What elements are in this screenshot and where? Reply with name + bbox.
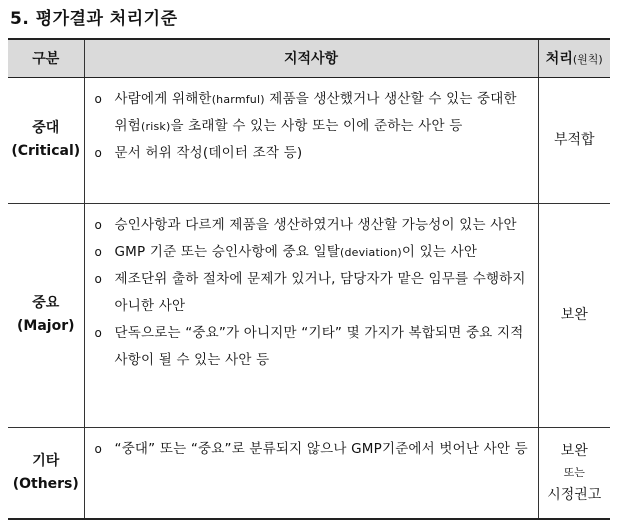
evaluation-criteria-table [8, 38, 610, 520]
findings-cell [84, 427, 538, 519]
header-action-main: 처리 [545, 51, 573, 68]
table-row-critical [8, 77, 610, 203]
finding-item [93, 320, 532, 374]
finding-text: 제품을 생산했거나 생산할 수 있는 중대한 위험 [114, 90, 517, 134]
finding-item [93, 212, 532, 239]
action-text: 시정권고 [547, 486, 602, 503]
finding-item [93, 140, 532, 167]
finding-item [93, 86, 532, 140]
finding-text: 을 초래할 수 있는 사항 또는 이에 준하는 사안 등 [170, 117, 463, 134]
header-action [538, 39, 610, 77]
action-text: 또는 [563, 465, 585, 479]
finding-text-en: (risk) [140, 119, 171, 133]
category-name-en: (Critical) [11, 143, 81, 159]
category-name: 중대 [32, 120, 60, 136]
category-name-en: (Others) [12, 475, 79, 492]
finding-text: 이 있는 사안 [401, 243, 478, 260]
finding-text: 승인사항과 다르게 제품을 생산하였거나 생산할 가능성이 있는 사안 [114, 216, 517, 233]
action-text: 보완 [560, 442, 588, 459]
bullet-icon: o [94, 441, 103, 456]
finding-text: 문서 허위 작성(데이터 조작 등) [114, 144, 303, 161]
action-text: 보완 [560, 307, 588, 323]
action-cell [538, 77, 610, 203]
finding-item [93, 436, 532, 463]
bullet-icon: o [94, 217, 103, 232]
action-cell [538, 203, 610, 427]
section-title: 5. 평가결과 처리기준 [10, 9, 178, 29]
bullet-icon: o [94, 325, 103, 340]
category-cell [8, 427, 84, 519]
bullet-icon: o [94, 91, 103, 106]
category-name-en: (Major) [17, 318, 75, 334]
header-action-sub: (원칙) [572, 53, 603, 67]
table-row-major [8, 203, 610, 427]
finding-text-en: (deviation) [339, 245, 402, 259]
table-row-others [8, 427, 610, 519]
finding-text: GMP 기준 또는 승인사항에 중요 일탈 [114, 243, 340, 260]
findings-cell [84, 77, 538, 203]
finding-text-en: (harmful) [211, 92, 265, 106]
finding-item [93, 266, 532, 320]
finding-text: 단독으로는 “중요”가 아니지만 “기타” 몇 가지가 복합되면 중요 지적사항이 될 수 있는 사안 등 [114, 324, 524, 368]
finding-text: 사람에게 위해한 [114, 90, 212, 107]
findings-cell [84, 203, 538, 427]
action-text: 부적합 [553, 132, 595, 148]
finding-text: “중대” 또는 “중요”로 분류되지 않으나 GMP기준에서 벗어난 사안 등 [114, 440, 528, 457]
category-name: 중요 [32, 295, 60, 311]
category-name: 기타 [32, 452, 60, 469]
header-findings: 지적사항 [84, 39, 538, 77]
bullet-icon: o [94, 145, 103, 160]
bullet-icon: o [94, 271, 103, 286]
bullet-icon: o [94, 244, 103, 259]
finding-item [93, 239, 532, 266]
action-cell [538, 427, 610, 519]
category-cell [8, 203, 84, 427]
table-header-row [8, 39, 610, 77]
header-category: 구분 [8, 39, 84, 77]
category-cell [8, 77, 84, 203]
finding-text: 제조단위 출하 절차에 문제가 있거나, 담당자가 맡은 임무를 수행하지 아니한 사안 [114, 270, 526, 314]
